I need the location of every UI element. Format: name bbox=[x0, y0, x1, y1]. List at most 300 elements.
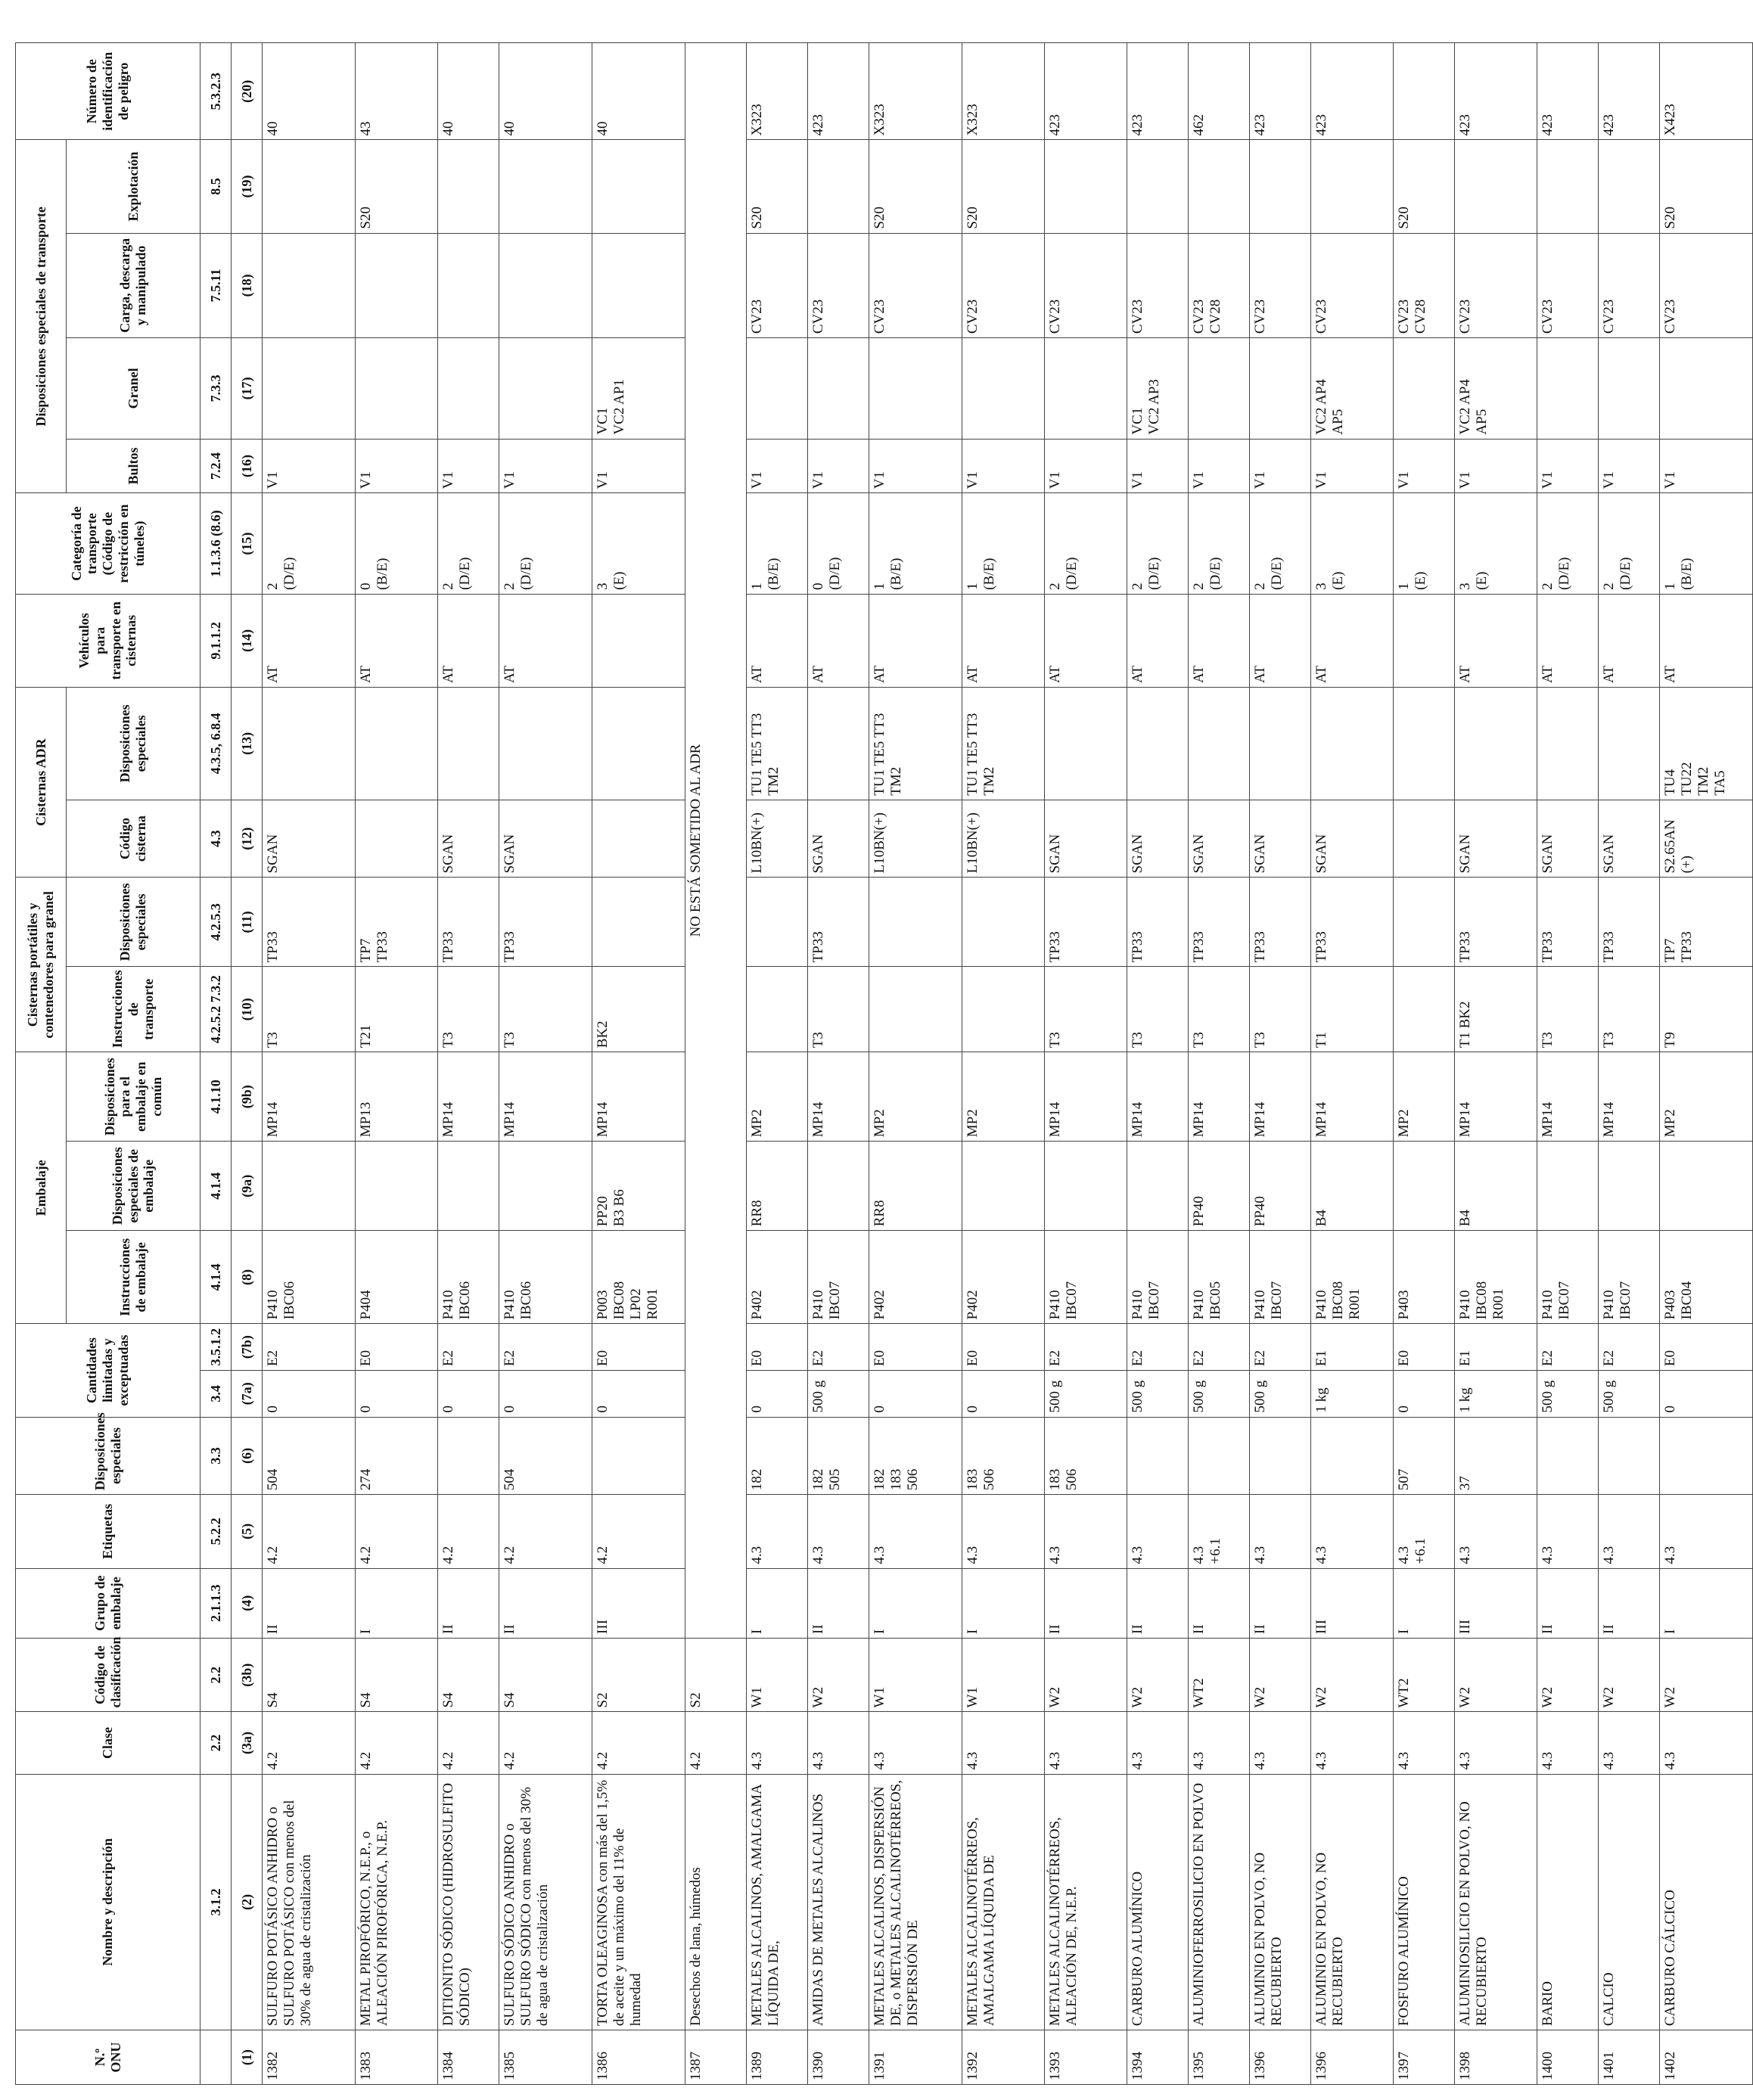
value-cell: 0 bbox=[356, 1370, 438, 1417]
value-cell: 4.2 bbox=[356, 1495, 438, 1568]
value-cell: I bbox=[356, 1568, 438, 1638]
value-cell bbox=[962, 1142, 1045, 1231]
header-disp-transporte: Disposiciones especiales de transporte bbox=[16, 140, 67, 493]
value-cell: V1 bbox=[747, 439, 808, 493]
value-cell bbox=[869, 878, 962, 967]
value-cell: T3 bbox=[499, 967, 592, 1052]
value-cell: AT bbox=[1537, 594, 1599, 687]
value-cell: RR8 bbox=[869, 1142, 962, 1231]
value-cell: S4 bbox=[499, 1638, 592, 1711]
value-cell: 504 bbox=[499, 1417, 592, 1495]
value-cell: CV23 bbox=[808, 233, 869, 338]
table-body bbox=[263, 43, 1753, 2085]
value-cell: II bbox=[1537, 1568, 1599, 1638]
value-cell: SGAN bbox=[808, 800, 869, 878]
header-bultos: Bultos bbox=[67, 439, 200, 493]
onu-cell: 1394 bbox=[1127, 2030, 1189, 2085]
onu-cell: 1383 bbox=[356, 2030, 438, 2085]
value-cell: II bbox=[1045, 1568, 1127, 1638]
value-cell: W2 bbox=[1599, 1638, 1660, 1711]
value-cell: VC2 AP4 AP5 bbox=[1455, 338, 1537, 439]
value-cell bbox=[263, 140, 356, 233]
value-cell: T3 bbox=[1599, 967, 1660, 1052]
name-cell: FOSFURO ALUMÍNICO bbox=[1394, 1774, 1455, 2030]
value-cell: T1 BK2 bbox=[1455, 967, 1537, 1052]
value-cell: 423 bbox=[1311, 43, 1394, 140]
value-cell: V1 bbox=[499, 439, 592, 493]
onu-cell: 1389 bbox=[747, 2030, 808, 2085]
class-cell: 4.2 bbox=[685, 1712, 747, 1774]
value-cell: 182 bbox=[747, 1417, 808, 1495]
value-cell: 4.3 bbox=[1311, 1712, 1394, 1774]
value-cell bbox=[808, 140, 869, 233]
reference-cell: 4.2.5.3 bbox=[200, 878, 232, 967]
reference-cell: 5.3.2.3 bbox=[200, 43, 232, 140]
value-cell bbox=[1127, 1142, 1189, 1231]
column-number-cell: (7b) bbox=[232, 1324, 263, 1371]
reference-cell: 4.1.4 bbox=[200, 1231, 232, 1324]
value-cell: 4.2 bbox=[263, 1712, 356, 1774]
value-cell: CV23 bbox=[1599, 233, 1660, 338]
value-cell: W1 bbox=[869, 1638, 962, 1711]
table-row bbox=[499, 43, 592, 2085]
header-codigo: Código de clasificación bbox=[16, 1638, 200, 1711]
value-cell: TP33 bbox=[1127, 878, 1189, 967]
header-clase: Clase bbox=[16, 1712, 200, 1774]
value-cell: CV23 bbox=[962, 233, 1045, 338]
table-row bbox=[1127, 43, 1189, 2085]
name-cell: ALUMINIO EN POLVO, NO RECUBIERTO bbox=[1250, 1774, 1311, 2030]
onu-cell: 1392 bbox=[962, 2030, 1045, 2085]
value-cell: 4.2 bbox=[592, 1495, 685, 1568]
value-cell bbox=[356, 800, 438, 878]
value-cell: S20 bbox=[962, 140, 1045, 233]
value-cell bbox=[1599, 338, 1660, 439]
value-cell: 2 (D/E) bbox=[499, 493, 592, 594]
value-cell: E0 bbox=[962, 1324, 1045, 1371]
value-cell: P410 IBC07 bbox=[1537, 1231, 1599, 1324]
value-cell: II bbox=[1189, 1568, 1250, 1638]
value-cell: W2 bbox=[1127, 1638, 1189, 1711]
value-cell: MP2 bbox=[962, 1052, 1045, 1142]
value-cell: CV23 bbox=[869, 233, 962, 338]
value-cell: TU1 TE5 TT3 TM2 bbox=[747, 687, 808, 800]
value-cell: PP20 B3 B6 bbox=[592, 1142, 685, 1231]
value-cell: 182 505 bbox=[808, 1417, 869, 1495]
value-cell bbox=[1537, 338, 1599, 439]
name-cell: BARIO bbox=[1537, 1774, 1599, 2030]
value-cell bbox=[1045, 140, 1127, 233]
value-cell: AT bbox=[1045, 594, 1127, 687]
value-cell bbox=[1311, 1417, 1394, 1495]
value-cell: 507 bbox=[1394, 1417, 1455, 1495]
value-cell bbox=[499, 1142, 592, 1231]
value-cell bbox=[592, 878, 685, 967]
value-cell: 40 bbox=[438, 43, 499, 140]
value-cell: P403 IBC04 bbox=[1660, 1231, 1753, 1324]
value-cell: CV23 bbox=[747, 233, 808, 338]
value-cell: CV23 bbox=[1127, 233, 1189, 338]
value-cell: 4.2 bbox=[356, 1712, 438, 1774]
name-cell: ALUMINIOSILICIO EN POLVO, NO RECUBIERTO bbox=[1455, 1774, 1537, 2030]
value-cell: AT bbox=[1127, 594, 1189, 687]
value-cell: P410 IBC07 bbox=[1250, 1231, 1311, 1324]
value-cell: P410 IBC07 bbox=[1127, 1231, 1189, 1324]
value-cell: 0 bbox=[1660, 1370, 1753, 1417]
value-cell: AT bbox=[1455, 594, 1537, 687]
value-cell: CV23 bbox=[1537, 233, 1599, 338]
value-cell: B4 bbox=[1311, 1142, 1394, 1231]
value-cell: T3 bbox=[1045, 967, 1127, 1052]
value-cell: X323 bbox=[962, 43, 1045, 140]
column-number-cell: (17) bbox=[232, 338, 263, 439]
value-cell: X323 bbox=[747, 43, 808, 140]
value-cell bbox=[1394, 878, 1455, 967]
header-disp-especiales: Disposiciones especiales bbox=[16, 1417, 200, 1495]
value-cell: L10BN(+) bbox=[747, 800, 808, 878]
value-cell: I bbox=[747, 1568, 808, 1638]
value-cell: 1 (B/E) bbox=[747, 493, 808, 594]
column-number-cell: (7a) bbox=[232, 1370, 263, 1417]
value-cell: 504 bbox=[263, 1417, 356, 1495]
value-cell: SGAN bbox=[1189, 800, 1250, 878]
table-row bbox=[808, 43, 869, 2085]
value-cell: E0 bbox=[747, 1324, 808, 1371]
value-cell: 2 (D/E) bbox=[263, 493, 356, 594]
value-cell bbox=[592, 233, 685, 338]
value-cell: 4.3 bbox=[1455, 1495, 1537, 1568]
value-cell: PP40 bbox=[1189, 1142, 1250, 1231]
value-cell: TP33 bbox=[499, 878, 592, 967]
value-cell: P410 IBC06 bbox=[263, 1231, 356, 1324]
header-row-groups bbox=[16, 43, 67, 2085]
value-cell: B4 bbox=[1455, 1142, 1537, 1231]
column-number-cell: (3a) bbox=[232, 1712, 263, 1774]
value-cell: V1 bbox=[1127, 439, 1189, 493]
value-cell: X323 bbox=[869, 43, 962, 140]
value-cell: 3 (E) bbox=[592, 493, 685, 594]
value-cell: T3 bbox=[1127, 967, 1189, 1052]
value-cell: AT bbox=[499, 594, 592, 687]
value-cell: I bbox=[869, 1568, 962, 1638]
column-number-cell: (13) bbox=[232, 687, 263, 800]
table-row bbox=[685, 43, 747, 2085]
value-cell bbox=[499, 233, 592, 338]
reference-cell: 5.2.2 bbox=[200, 1495, 232, 1568]
reference-cell: 2.1.1.3 bbox=[200, 1568, 232, 1638]
value-cell: E2 bbox=[1250, 1324, 1311, 1371]
onu-cell: 1386 bbox=[592, 2030, 685, 2085]
value-cell bbox=[1599, 140, 1660, 233]
value-cell: AT bbox=[356, 594, 438, 687]
value-cell bbox=[356, 1142, 438, 1231]
value-cell: 0 bbox=[747, 1370, 808, 1417]
value-cell: V1 bbox=[1537, 439, 1599, 493]
value-cell: 182 183 506 bbox=[869, 1417, 962, 1495]
value-cell: 1 (B/E) bbox=[962, 493, 1045, 594]
value-cell: MP2 bbox=[869, 1052, 962, 1142]
table-row bbox=[356, 43, 438, 2085]
value-cell: P410 IBC07 bbox=[1045, 1231, 1127, 1324]
table-row bbox=[962, 43, 1045, 2085]
value-cell bbox=[1045, 687, 1127, 800]
dangerous-goods-table bbox=[15, 42, 1753, 2085]
value-cell: 2 (D/E) bbox=[1045, 493, 1127, 594]
value-cell: 4.3 bbox=[1599, 1712, 1660, 1774]
value-cell bbox=[438, 1142, 499, 1231]
value-cell: II bbox=[808, 1568, 869, 1638]
value-cell: V1 bbox=[1250, 439, 1311, 493]
onu-cell: 1397 bbox=[1394, 2030, 1455, 2085]
value-cell bbox=[592, 140, 685, 233]
value-cell: 0 bbox=[1394, 1370, 1455, 1417]
value-cell: 37 bbox=[1455, 1417, 1537, 1495]
value-cell bbox=[1599, 1417, 1660, 1495]
value-cell: 4.3 bbox=[1660, 1495, 1753, 1568]
value-cell: 500 g bbox=[1599, 1370, 1660, 1417]
value-cell bbox=[1127, 687, 1189, 800]
column-number-cell: (8) bbox=[232, 1231, 263, 1324]
value-cell: 43 bbox=[356, 43, 438, 140]
value-cell: WT2 bbox=[1189, 1638, 1250, 1711]
value-cell bbox=[356, 687, 438, 800]
value-cell: S20 bbox=[356, 140, 438, 233]
value-cell bbox=[1660, 1142, 1753, 1231]
value-cell: 4.3 bbox=[1250, 1495, 1311, 1568]
value-cell: VC2 AP4 AP5 bbox=[1311, 338, 1394, 439]
value-cell: MP14 bbox=[1250, 1052, 1311, 1142]
value-cell: CV23 CV28 bbox=[1189, 233, 1250, 338]
value-cell bbox=[438, 1417, 499, 1495]
value-cell: CV23 bbox=[1455, 233, 1537, 338]
header-cisternas-portatiles: Cisternas portátiles y contenedores para granel bbox=[16, 878, 67, 1052]
value-cell: 500 g bbox=[1045, 1370, 1127, 1417]
value-cell: E2 bbox=[1127, 1324, 1189, 1371]
value-cell: W2 bbox=[1250, 1638, 1311, 1711]
value-cell: TP33 bbox=[1189, 878, 1250, 967]
value-cell: S2.65AN (+) bbox=[1660, 800, 1753, 878]
value-cell: W2 bbox=[1311, 1638, 1394, 1711]
value-cell: S4 bbox=[263, 1638, 356, 1711]
value-cell: 0 bbox=[592, 1370, 685, 1417]
value-cell: AT bbox=[1660, 594, 1753, 687]
value-cell bbox=[1537, 1142, 1599, 1231]
value-cell: MP14 bbox=[1599, 1052, 1660, 1142]
value-cell: SGAN bbox=[1127, 800, 1189, 878]
name-cell: CALCIO bbox=[1599, 1774, 1660, 2030]
value-cell: V1 bbox=[356, 439, 438, 493]
value-cell: P402 bbox=[747, 1231, 808, 1324]
value-cell: 500 g bbox=[808, 1370, 869, 1417]
value-cell: MP14 bbox=[1045, 1052, 1127, 1142]
name-cell: DITIONITO SÓDICO (HIDROSULFITO SÓDICO) bbox=[438, 1774, 499, 2030]
value-cell bbox=[869, 338, 962, 439]
value-cell bbox=[1045, 338, 1127, 439]
value-cell: TP33 bbox=[808, 878, 869, 967]
header-disp-esp-embalaje: Disposiciones especiales de embalaje bbox=[67, 1142, 200, 1231]
value-cell: P410 IBC08 R001 bbox=[1455, 1231, 1537, 1324]
value-cell: 4.2 bbox=[438, 1495, 499, 1568]
value-cell: PP40 bbox=[1250, 1142, 1311, 1231]
value-cell: V1 bbox=[438, 439, 499, 493]
value-cell: 3 (E) bbox=[1455, 493, 1537, 594]
value-cell: TP33 bbox=[438, 878, 499, 967]
header-explotacion: Explotación bbox=[67, 140, 200, 233]
value-cell: II bbox=[438, 1568, 499, 1638]
value-cell: S4 bbox=[356, 1638, 438, 1711]
value-cell bbox=[263, 687, 356, 800]
value-cell: V1 bbox=[808, 439, 869, 493]
value-cell: TP33 bbox=[1311, 878, 1394, 967]
value-cell: 4.2 bbox=[592, 1712, 685, 1774]
value-cell: 500 g bbox=[1250, 1370, 1311, 1417]
value-cell: 0 (D/E) bbox=[808, 493, 869, 594]
header-cantidades: Cantidades limitadas y exceptuadas bbox=[16, 1324, 200, 1417]
value-cell: P003 IBC08 LP02 R001 bbox=[592, 1231, 685, 1324]
value-cell: E2 bbox=[1599, 1324, 1660, 1371]
value-cell: 4.3 bbox=[1045, 1712, 1127, 1774]
value-cell: AT bbox=[438, 594, 499, 687]
value-cell: I bbox=[1660, 1568, 1753, 1638]
reference-cell: 4.1.4 bbox=[200, 1142, 232, 1231]
header-nombre: Nombre y descripción bbox=[16, 1774, 200, 2030]
onu-cell: 1391 bbox=[869, 2030, 962, 2085]
value-cell bbox=[1250, 687, 1311, 800]
header-grupo: Grupo de embalaje bbox=[16, 1568, 200, 1638]
value-cell: SGAN bbox=[1455, 800, 1537, 878]
value-cell: 0 bbox=[263, 1370, 356, 1417]
value-cell: SGAN bbox=[1537, 800, 1599, 878]
value-cell: SGAN bbox=[263, 800, 356, 878]
value-cell bbox=[962, 338, 1045, 439]
value-cell: S20 bbox=[747, 140, 808, 233]
code-cell: S2 bbox=[685, 1638, 747, 1711]
value-cell: T3 bbox=[808, 967, 869, 1052]
value-cell: II bbox=[1250, 1568, 1311, 1638]
value-cell bbox=[499, 338, 592, 439]
value-cell: 4.3 bbox=[808, 1712, 869, 1774]
onu-cell: 1390 bbox=[808, 2030, 869, 2085]
value-cell bbox=[1189, 687, 1250, 800]
value-cell: SGAN bbox=[1311, 800, 1394, 878]
value-cell: P410 IBC07 bbox=[808, 1231, 869, 1324]
name-cell: ALUMINIO EN POLVO, NO RECUBIERTO bbox=[1311, 1774, 1394, 2030]
name-cell: METALES ALCALINOTÉRREOS, AMALGAMA LÍQUIDA DE bbox=[962, 1774, 1045, 2030]
column-number-cell: (16) bbox=[232, 439, 263, 493]
header-vehiculos: Vehículos para transporte en cisternas bbox=[16, 594, 200, 687]
value-cell: MP13 bbox=[356, 1052, 438, 1142]
value-cell: BK2 bbox=[592, 967, 685, 1052]
value-cell: V1 bbox=[1045, 439, 1127, 493]
name-cell: SULFURO POTÁSICO ANHIDRO o SULFURO POTÁSICO con menos del 30% de agua de cristalización bbox=[263, 1774, 356, 2030]
onu-cell: 1402 bbox=[1660, 2030, 1753, 2085]
value-cell: 0 bbox=[499, 1370, 592, 1417]
table-row bbox=[1537, 43, 1599, 2085]
not-subject-notice: NO ESTÁ SOMETIDO AL ADR bbox=[685, 43, 747, 1639]
value-cell bbox=[747, 967, 808, 1052]
column-number-cell: (5) bbox=[232, 1495, 263, 1568]
value-cell: AT bbox=[1599, 594, 1660, 687]
value-cell bbox=[592, 594, 685, 687]
value-cell: T1 bbox=[1311, 967, 1394, 1052]
value-cell bbox=[1537, 140, 1599, 233]
value-cell: TP33 bbox=[1045, 878, 1127, 967]
column-number-cell: (20) bbox=[232, 43, 263, 140]
value-cell: 0 bbox=[438, 1370, 499, 1417]
value-cell: TP33 bbox=[1455, 878, 1537, 967]
value-cell: S2 bbox=[592, 1638, 685, 1711]
value-cell: 4.3 bbox=[1537, 1495, 1599, 1568]
value-cell: 4.2 bbox=[499, 1495, 592, 1568]
value-cell: CV23 CV28 bbox=[1394, 233, 1455, 338]
value-cell: AT bbox=[1250, 594, 1311, 687]
reference-cell bbox=[200, 2030, 232, 2085]
value-cell: SGAN bbox=[1250, 800, 1311, 878]
table-row bbox=[263, 43, 356, 2085]
table-row bbox=[1599, 43, 1660, 2085]
value-cell bbox=[356, 233, 438, 338]
header-instr-transporte: Instrucciones de transporte bbox=[67, 967, 200, 1052]
value-cell bbox=[1311, 140, 1394, 233]
value-cell: MP2 bbox=[747, 1052, 808, 1142]
header-embalaje: Embalaje bbox=[16, 1052, 67, 1324]
value-cell: 4.3 +6.1 bbox=[1394, 1495, 1455, 1568]
reference-cell: 7.5.11 bbox=[200, 233, 232, 338]
name-cell: TORTA OLEAGINOSA con más del 1,5% de aceite y un máximo del 11% de humedad bbox=[592, 1774, 685, 2030]
value-cell: II bbox=[1127, 1568, 1189, 1638]
value-cell: 4.3 bbox=[1455, 1712, 1537, 1774]
value-cell: 4.3 bbox=[1537, 1712, 1599, 1774]
value-cell: II bbox=[263, 1568, 356, 1638]
value-cell: 4.3 bbox=[1311, 1495, 1394, 1568]
value-cell: V1 bbox=[592, 439, 685, 493]
value-cell: TP7 TP33 bbox=[356, 878, 438, 967]
table-row bbox=[1660, 43, 1753, 2085]
column-number-cell: (1) bbox=[232, 2030, 263, 2085]
table-row bbox=[592, 43, 685, 2085]
value-cell bbox=[1394, 1142, 1455, 1231]
onu-cell: 1401 bbox=[1599, 2030, 1660, 2085]
value-cell: MP14 bbox=[592, 1052, 685, 1142]
header-carga: Carga, descarga y manipulado bbox=[67, 233, 200, 338]
value-cell: 4.3 bbox=[747, 1495, 808, 1568]
value-cell bbox=[592, 687, 685, 800]
value-cell: TU1 TE5 TT3 TM2 bbox=[869, 687, 962, 800]
value-cell: 1 (B/E) bbox=[1660, 493, 1753, 594]
value-cell bbox=[1455, 687, 1537, 800]
value-cell: E0 bbox=[1394, 1324, 1455, 1371]
value-cell: 2 (D/E) bbox=[1127, 493, 1189, 594]
value-cell: V1 bbox=[1311, 439, 1394, 493]
onu-cell: 1387 bbox=[685, 2030, 747, 2085]
value-cell: W1 bbox=[747, 1638, 808, 1711]
value-cell: E0 bbox=[869, 1324, 962, 1371]
header-disp-esp-adr: Disposiciones especiales bbox=[67, 687, 200, 800]
value-cell: 4.3 bbox=[747, 1712, 808, 1774]
value-cell: 500 g bbox=[1189, 1370, 1250, 1417]
value-cell: 423 bbox=[1537, 43, 1599, 140]
value-cell: 0 bbox=[962, 1370, 1045, 1417]
value-cell: 40 bbox=[499, 43, 592, 140]
reference-cell: 4.3.5, 6.8.4 bbox=[200, 687, 232, 800]
column-number-cell: (4) bbox=[232, 1568, 263, 1638]
value-cell bbox=[747, 338, 808, 439]
value-cell: 4.2 bbox=[263, 1495, 356, 1568]
value-cell: RR8 bbox=[747, 1142, 808, 1231]
value-cell bbox=[962, 878, 1045, 967]
value-cell: MP14 bbox=[438, 1052, 499, 1142]
value-cell: V1 bbox=[1599, 439, 1660, 493]
